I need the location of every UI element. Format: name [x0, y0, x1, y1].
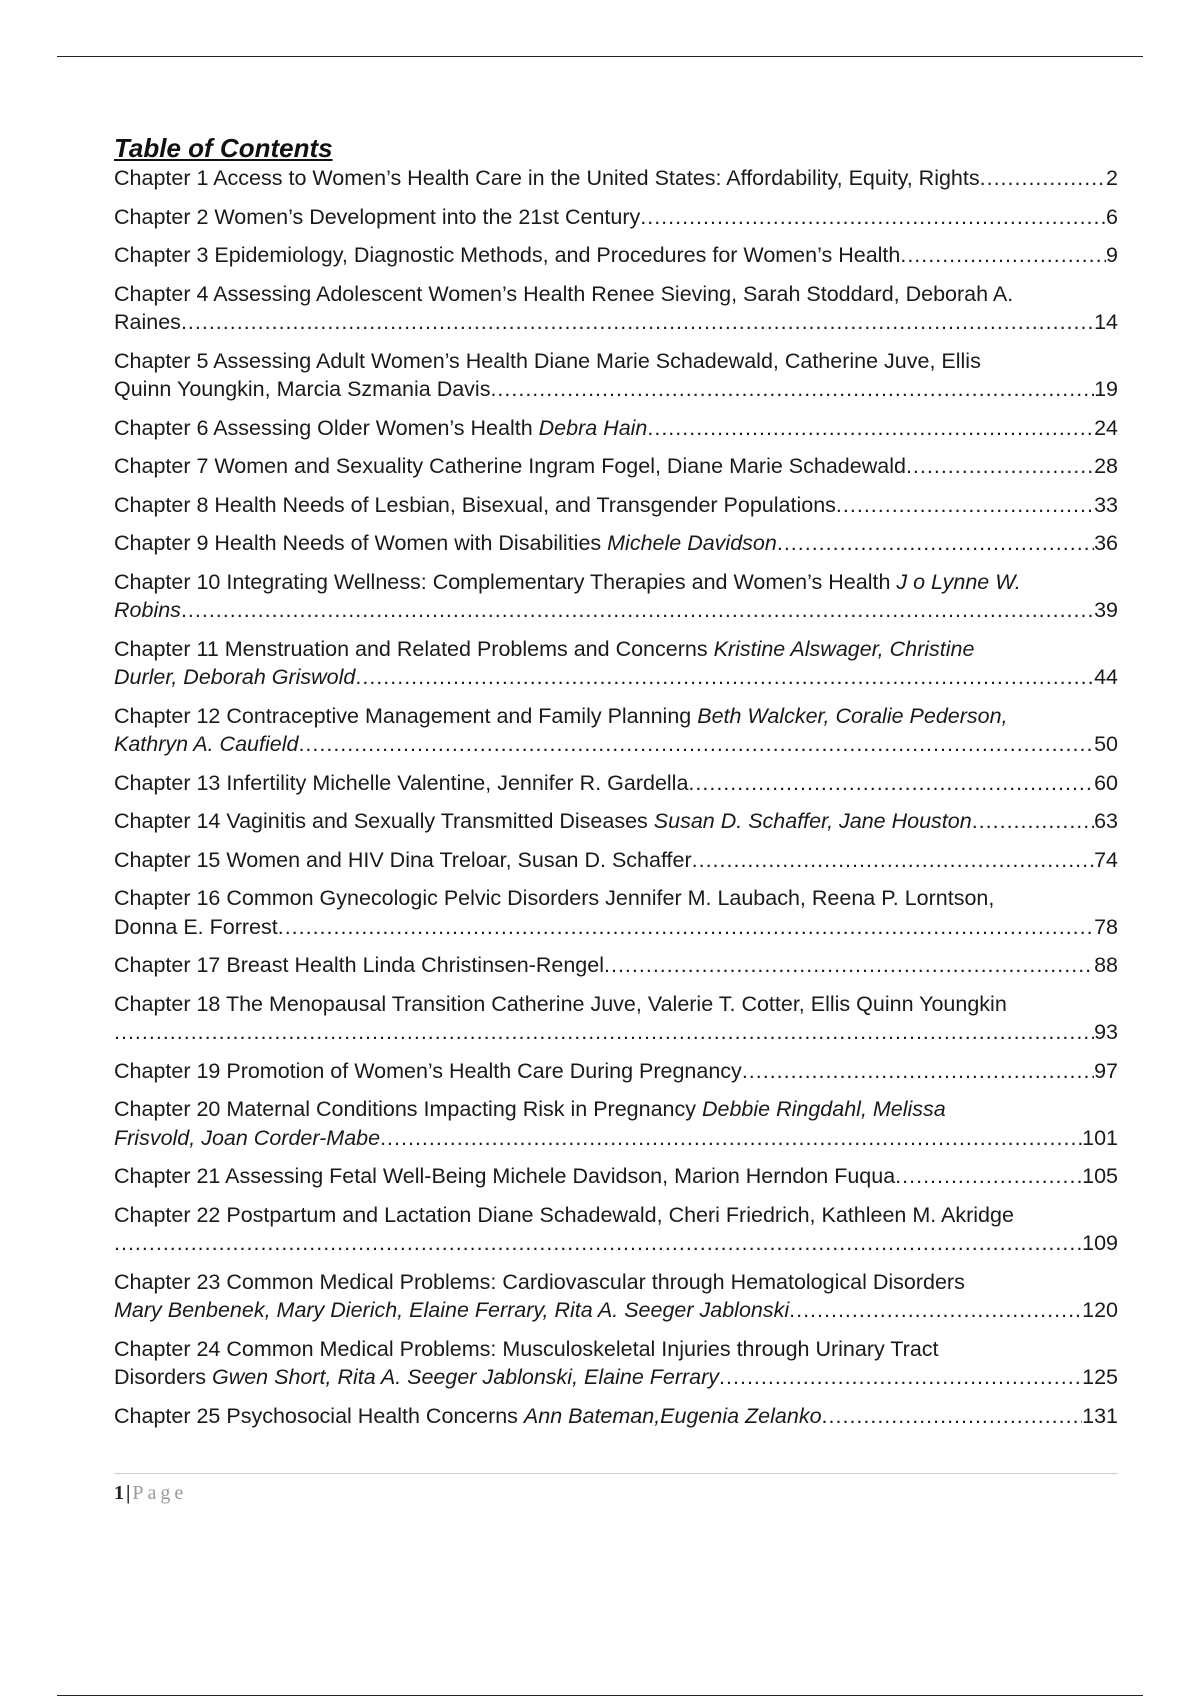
- toc-entry-text: [114, 280, 1118, 309]
- bottom-rule: [57, 1695, 1143, 1696]
- toc-entry-author: Ann Bateman,Eugenia Zelanko: [523, 1403, 822, 1428]
- toc-entry-title-text: Raines: [114, 310, 181, 334]
- toc-entry[interactable]: [114, 807, 1118, 836]
- dot-leader: [355, 663, 1094, 692]
- toc-entry-page: 93: [1094, 1020, 1118, 1044]
- toc-entry-title-text: Donna E. Forrest: [114, 914, 278, 939]
- footer-rule: [114, 1473, 1118, 1474]
- toc-entry-title-text: Chapter 3 Epidemiology, Diagnostic Methods, and Procedures for Women’s Health: [114, 243, 901, 267]
- dot-leader: [604, 951, 1094, 980]
- toc-entry-title: Chapter 18 The Menopausal Transition Catherine Juve, Valerie T. Cotter, Ellis Quinn Youngkin: [114, 991, 1007, 1016]
- toc-entry-title-text: Chapter 9 Health Needs of Women with Disabilities: [114, 531, 608, 555]
- dot-leader: [906, 452, 1094, 481]
- toc-entry[interactable]: [114, 1402, 1118, 1431]
- toc-entry[interactable]: [114, 635, 1118, 692]
- toc-entry-page: 33: [1094, 492, 1118, 517]
- toc-title: Table of Contents: [114, 133, 333, 163]
- page-word: Page: [132, 1482, 188, 1504]
- dot-leader: [836, 491, 1094, 520]
- toc-entry-title-text: Chapter 15 Women and HIV Dina Treloar, Susan D. Schaffer: [114, 847, 692, 872]
- toc-entry[interactable]: [114, 1201, 1118, 1258]
- toc-entry-page: 44: [1094, 665, 1118, 689]
- dot-leader: [647, 414, 1094, 443]
- toc-entry-title: [114, 452, 906, 481]
- dot-leader: [181, 596, 1094, 625]
- toc-entry[interactable]: [114, 529, 1118, 558]
- toc-entry-title: [114, 203, 640, 232]
- dot-leader: [114, 1018, 1094, 1047]
- toc-entry-text: [114, 702, 1118, 731]
- toc-entry[interactable]: [114, 203, 1118, 232]
- toc-entry-author: Debbie Ringdahl, Melissa: [701, 1097, 946, 1121]
- toc-entry-title: [114, 529, 777, 558]
- toc-entry[interactable]: [114, 1162, 1118, 1191]
- toc-entry-author: Mary Benbenek, Mary Dierich, Elaine Ferrary, Rita A. Seeger Jablonski: [114, 1298, 790, 1322]
- toc-entry-page: 101: [1082, 1125, 1118, 1150]
- toc-entry-title: [114, 1162, 895, 1191]
- toc-entry-author: Debra Hain: [538, 415, 648, 440]
- dot-leader: [278, 913, 1094, 942]
- dot-leader: [640, 203, 1106, 232]
- toc-entry-page: 78: [1094, 914, 1118, 939]
- toc-entry-title: [114, 308, 181, 337]
- toc-entry-author: Kathryn A. Caufield: [114, 732, 299, 756]
- toc-entry[interactable]: [114, 846, 1118, 875]
- toc-entry-text: [114, 1268, 1118, 1297]
- dot-leader: [692, 846, 1094, 875]
- toc-entry-text: [114, 1095, 1118, 1124]
- toc-entry-text: [114, 635, 1118, 664]
- toc-entry-page: 36: [1094, 531, 1118, 555]
- toc-entry-title-text: Disorders: [114, 1365, 212, 1389]
- toc-entry-page: 131: [1082, 1403, 1118, 1428]
- toc-entry-page: 120: [1082, 1298, 1118, 1322]
- toc-entry-title: [114, 807, 972, 836]
- toc-entry-title: Chapter 24 Common Medical Problems: Musculoskeletal Injuries through Urinary Tract: [114, 1336, 939, 1361]
- toc-entry-page: 6: [1106, 204, 1118, 229]
- dot-leader: [719, 1363, 1082, 1392]
- dot-leader: [900, 241, 1106, 270]
- dot-leader: [972, 807, 1094, 836]
- toc-entry-author: Kristine Alswager, Christine: [713, 636, 975, 661]
- toc-entry-title: [114, 164, 980, 193]
- toc-entry-author: Durler, Deborah Griswold: [114, 665, 356, 689]
- toc-entry-title-text: Chapter 6 Assessing Older Women’s Health: [114, 415, 539, 440]
- toc-entry-author: Michele Davidson: [607, 531, 777, 555]
- dot-leader: [380, 1124, 1082, 1153]
- toc-entry-title-text: Chapter 21 Assessing Fetal Well-Being Michele Davidson, Marion Herndon Fuqua: [114, 1164, 896, 1188]
- toc-entry-title-text: Chapter 17 Breast Health Linda Christinsen-Rengel: [114, 953, 604, 977]
- toc-entry-page: 60: [1094, 770, 1118, 795]
- toc-entry-title-text: Chapter 7 Women and Sexuality Catherine Ingram Fogel, Diane Marie Schadewald: [114, 454, 906, 478]
- toc-entry-title: [114, 951, 604, 980]
- toc-entry-text: [114, 1201, 1118, 1230]
- toc-entry[interactable]: [114, 1095, 1118, 1152]
- toc-entry[interactable]: [114, 568, 1118, 625]
- toc-entry-page: 19: [1094, 377, 1118, 401]
- toc-entry-title-text: Chapter 1 Access to Women’s Health Care in the United States: Affordability, Equity, Rights: [114, 166, 980, 190]
- dot-leader: [742, 1057, 1094, 1086]
- toc-entry-page: 39: [1094, 598, 1118, 622]
- toc-entry-title-text: Quinn Youngkin, Marcia Szmania Davis: [114, 377, 491, 401]
- dot-leader: [789, 1296, 1082, 1325]
- toc-entry-author: Gwen Short, Rita A. Seeger Jablonski, Elaine Ferrary: [211, 1365, 720, 1389]
- toc-entry-text: [114, 1335, 1118, 1364]
- toc-entry-text: [114, 347, 1118, 376]
- toc-entry-author: J o Lynne W.: [896, 569, 1021, 594]
- toc-entry-title: [114, 414, 647, 443]
- toc-entry-title: [114, 241, 900, 270]
- toc-entry[interactable]: [114, 280, 1118, 337]
- toc-entry[interactable]: [114, 951, 1118, 980]
- toc-entry-title: Chapter 12 Contraceptive Management and Family Planning: [114, 703, 698, 728]
- toc-entry-title: [114, 1124, 380, 1153]
- toc-entry-page: 50: [1094, 732, 1118, 756]
- page-footer: [114, 1480, 187, 1506]
- toc-entry-title: [114, 769, 688, 798]
- toc-entry-title: [114, 1296, 789, 1325]
- toc-entry[interactable]: [114, 769, 1118, 798]
- toc-entry-page: 97: [1094, 1058, 1118, 1083]
- toc-entry[interactable]: [114, 241, 1118, 270]
- toc-entry-title: [114, 1363, 719, 1392]
- dot-leader: [114, 1229, 1082, 1258]
- toc-entry-title: [114, 491, 836, 520]
- toc-entry-author: Susan D. Schaffer, Jane Houston: [653, 809, 972, 833]
- toc-entry[interactable]: [114, 702, 1118, 759]
- toc-entries: [114, 164, 1118, 1430]
- toc-entry[interactable]: [114, 884, 1118, 941]
- toc-entry[interactable]: [114, 990, 1118, 1047]
- toc-entry-title: Chapter 4 Assessing Adolescent Women’s Health Renee Sieving, Sarah Stoddard, Deborah A.: [114, 281, 1014, 306]
- toc-entry[interactable]: [114, 1335, 1118, 1392]
- toc-entry-title-text: Chapter 14 Vaginitis and Sexually Transmitted Diseases: [114, 809, 654, 833]
- toc-entry-title: [114, 375, 490, 404]
- toc-entry-title: [114, 1402, 822, 1431]
- toc-entry[interactable]: [114, 1268, 1118, 1325]
- toc-entry-text: [114, 884, 1118, 913]
- dot-leader: [298, 730, 1094, 759]
- toc-entry-page: 105: [1082, 1164, 1118, 1188]
- toc-entry-page: 74: [1094, 847, 1118, 872]
- toc-entry-title: Chapter 20 Maternal Conditions Impacting Risk in Pregnancy: [114, 1097, 702, 1121]
- toc-entry-page: 28: [1094, 454, 1118, 478]
- toc-entry-title: [114, 596, 181, 625]
- toc-entry-page: 2: [1106, 166, 1118, 190]
- dot-leader: [490, 375, 1094, 404]
- toc-entry-page: 88: [1094, 953, 1118, 977]
- dot-leader: [777, 529, 1094, 558]
- toc-entry-title: [114, 1057, 742, 1086]
- toc-entry-text: [114, 990, 1118, 1019]
- toc-entry-title: [114, 663, 355, 692]
- toc-entry-title: [114, 730, 298, 759]
- toc-entry-title: Chapter 10 Integrating Wellness: Complementary Therapies and Women’s Health: [114, 569, 897, 594]
- toc-entry[interactable]: [114, 164, 1118, 193]
- toc-entry-page: 14: [1094, 310, 1118, 334]
- toc-entry-author: Beth Walcker, Coralie Pederson,: [697, 703, 1008, 728]
- toc-entry[interactable]: [114, 347, 1118, 404]
- toc-entry-title: Chapter 22 Postpartum and Lactation Diane Schadewald, Cheri Friedrich, Kathleen M. Akridge: [114, 1202, 1014, 1227]
- toc-entry-title: Chapter 11 Menstruation and Related Problems and Concerns: [114, 636, 714, 661]
- toc-entry-page: 109: [1082, 1231, 1118, 1255]
- toc-entry[interactable]: [114, 491, 1118, 520]
- table-of-contents: [114, 132, 1118, 1440]
- dot-leader: [980, 164, 1106, 193]
- toc-entry[interactable]: [114, 1057, 1118, 1086]
- toc-entry-author: Frisvold, Joan Corder-Mabe: [114, 1125, 381, 1150]
- toc-entry-page: 9: [1106, 243, 1118, 267]
- toc-entry-author: Robins: [114, 598, 181, 622]
- dot-leader: [895, 1162, 1082, 1191]
- toc-entry-title-text: Chapter 19 Promotion of Women’s Health Care During Pregnancy: [114, 1058, 742, 1083]
- toc-entry-title: Chapter 5 Assessing Adult Women’s Health Diane Marie Schadewald, Catherine Juve, Ellis: [114, 348, 981, 373]
- toc-entry-page: 24: [1094, 415, 1118, 440]
- toc-entry-page: 125: [1082, 1365, 1118, 1389]
- toc-entry-title: [114, 913, 278, 942]
- header-rule: [57, 56, 1143, 57]
- toc-entry-title-text: Chapter 8 Health Needs of Lesbian, Bisexual, and Transgender Populations: [114, 492, 836, 517]
- dot-leader: [181, 308, 1094, 337]
- toc-entry-text: [114, 568, 1118, 597]
- toc-entry-title-text: Chapter 2 Women’s Development into the 21st Century: [114, 204, 641, 229]
- toc-entry-title: [114, 846, 692, 875]
- toc-entry-page: 63: [1094, 809, 1118, 833]
- toc-entry-title: Chapter 23 Common Medical Problems: Cardiovascular through Hematological Disorders: [114, 1269, 965, 1294]
- toc-entry-title: Chapter 16 Common Gynecologic Pelvic Disorders Jennifer M. Laubach, Reena P. Lorntson,: [114, 886, 995, 910]
- toc-entry-title-text: Chapter 25 Psychosocial Health Concerns: [114, 1403, 524, 1428]
- dot-leader: [822, 1402, 1083, 1431]
- page-number: 1: [114, 1482, 124, 1504]
- toc-entry[interactable]: [114, 414, 1118, 443]
- toc-entry-title-text: Chapter 13 Infertility Michelle Valentine, Jennifer R. Gardella: [114, 770, 689, 795]
- dot-leader: [688, 769, 1094, 798]
- footer-separator: |: [126, 1482, 131, 1504]
- toc-entry[interactable]: [114, 452, 1118, 481]
